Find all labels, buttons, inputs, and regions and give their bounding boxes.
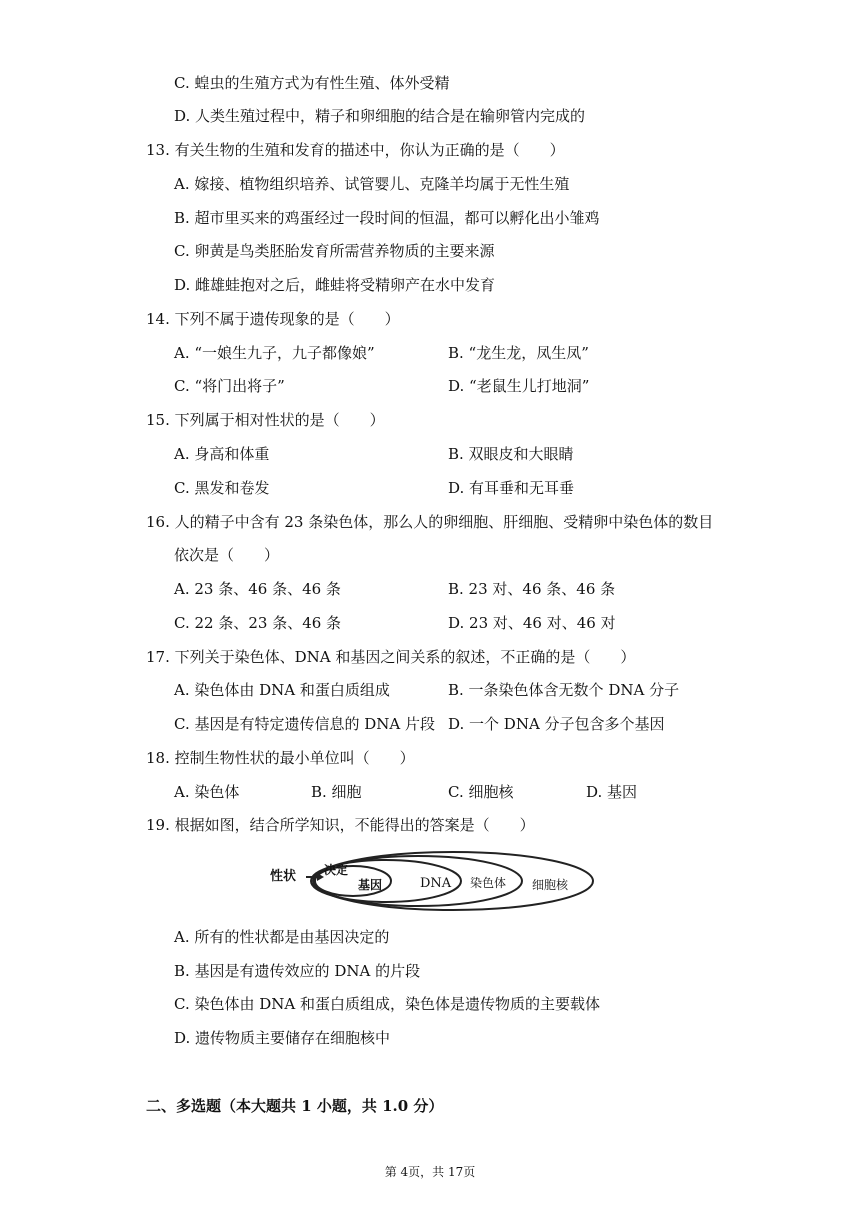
q16-stem-continued: 依次是（ ） bbox=[174, 546, 280, 564]
q19-option-c: C. 染色体由 DNA 和蛋白质组成，染色体是遗传物质的主要载体 bbox=[174, 995, 601, 1013]
q19-option-a: A. 所有的性状都是由基因决定的 bbox=[174, 928, 390, 946]
q18-option-b: B. 细胞 bbox=[311, 783, 362, 801]
q14-stem: 14. 下列不属于遗传现象的是（ ） bbox=[146, 310, 400, 328]
q13-stem: 13. 有关生物的生殖和发育的描述中，你认为正确的是（ ） bbox=[146, 141, 565, 159]
q14-option-c: C. “将门出将子” bbox=[174, 377, 285, 395]
q19-option-d: D. 遗传物质主要储存在细胞核中 bbox=[174, 1029, 391, 1047]
q12-option-c: C. 蝗虫的生殖方式为有性生殖、体外受精 bbox=[174, 74, 450, 92]
q14-option-d: D. “老鼠生儿打地洞” bbox=[448, 377, 590, 395]
page-footer: 第 4页，共 17页 bbox=[384, 1165, 476, 1179]
q16-option-c: C. 22 条、23 条、46 条 bbox=[174, 614, 342, 632]
q14-option-b: B. “龙生龙，凤生凤” bbox=[448, 344, 589, 362]
q18-option-a: A. 染色体 bbox=[174, 783, 240, 801]
q14-option-a: A. “一娘生九子，九子都像娘” bbox=[174, 344, 375, 362]
q15-option-a: A. 身高和体重 bbox=[174, 445, 270, 463]
q17-stem: 17. 下列关于染色体、DNA 和基因之间关系的叙述，不正确的是（ ） bbox=[146, 648, 636, 666]
q13-option-d: D. 雌雄蛙抱对之后，雌蛙将受精卵产在水中发育 bbox=[174, 276, 496, 294]
q16-option-a: A. 23 条、46 条、46 条 bbox=[174, 580, 341, 598]
diagram-label-chromosome: 染色体 bbox=[470, 876, 507, 890]
q16-stem: 16. 人的精子中含有 23 条染色体，那么人的卵细胞、肝细胞、受精卵中染色体的数目 bbox=[146, 513, 714, 531]
q15-stem: 15. 下列属于相对性状的是（ ） bbox=[146, 411, 385, 429]
diagram-label-gene: 基因 bbox=[358, 878, 383, 892]
q18-option-d: D. 基因 bbox=[586, 783, 638, 801]
diagram-label-dna: DNA bbox=[420, 876, 452, 891]
q16-option-d: D. 23 对、46 对、46 对 bbox=[448, 614, 616, 632]
q19-stem: 19. 根据如图，结合所学知识，不能得出的答案是（ ） bbox=[146, 816, 535, 834]
q15-option-d: D. 有耳垂和无耳垂 bbox=[448, 479, 575, 497]
q19-option-b: B. 基因是有遗传效应的 DNA 的片段 bbox=[174, 962, 421, 980]
q17-option-d: D. 一个 DNA 分子包含多个基因 bbox=[448, 715, 665, 733]
q18-stem: 18. 控制生物性状的最小单位叫（ ） bbox=[146, 749, 415, 767]
q16-option-b: B. 23 对、46 条、46 条 bbox=[448, 580, 616, 598]
q15-option-b: B. 双眼皮和大眼睛 bbox=[448, 445, 574, 463]
q13-option-a: A. 嫁接、植物组织培养、试管婴儿、克隆羊均属于无性生殖 bbox=[174, 175, 570, 193]
q13-option-c: C. 卵黄是鸟类胚胎发育所需营养物质的主要来源 bbox=[174, 242, 495, 260]
q13-option-b: B. 超市里买来的鸡蛋经过一段时间的恒温，都可以孵化出小雏鸡 bbox=[174, 209, 600, 227]
diagram-label-determine: 决定 bbox=[324, 863, 349, 877]
q12-option-d: D. 人类生殖过程中，精子和卵细胞的结合是在输卵管内完成的 bbox=[174, 107, 586, 125]
q17-option-c: C. 基因是有特定遗传信息的 DNA 片段 bbox=[174, 715, 435, 733]
gene-dna-chromosome-nucleus-diagram bbox=[268, 846, 598, 916]
q17-option-a: A. 染色体由 DNA 和蛋白质组成 bbox=[174, 681, 390, 699]
q17-option-b: B. 一条染色体含无数个 DNA 分子 bbox=[448, 681, 680, 699]
diagram-label-nucleus: 细胞核 bbox=[532, 878, 569, 892]
section-title-multiple-choice: 二、多选题（本大题共 1 小题，共 1.0 分） bbox=[146, 1097, 444, 1115]
q15-option-c: C. 黑发和卷发 bbox=[174, 479, 270, 497]
diagram-label-trait: 性状 bbox=[270, 869, 297, 884]
q18-option-c: C. 细胞核 bbox=[448, 783, 514, 801]
